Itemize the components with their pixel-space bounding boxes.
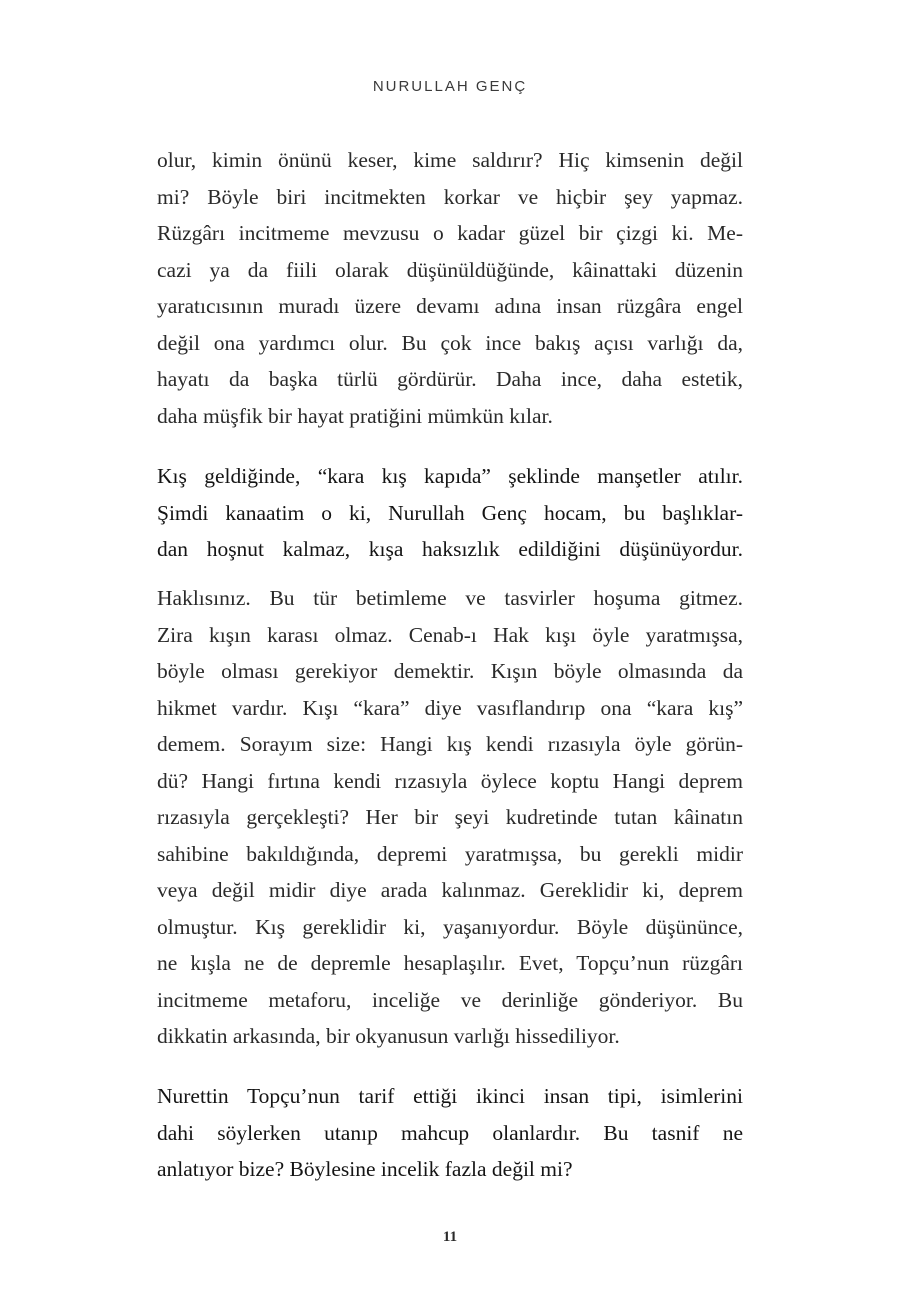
text-line: değil ona yardımcı olur. Bu çok ince bakış açısı varlığı da, bbox=[157, 330, 743, 355]
text-line: daha müşfik bir hayat pratiğini mümkün kılar. bbox=[157, 403, 553, 428]
text-line: dü? Hangi fırtına kendi rızasıyla öylece koptu Hangi deprem bbox=[157, 768, 743, 793]
text-line: böyle olması gerekiyor demektir. Kışın böyle olmasında da bbox=[157, 659, 743, 683]
text-line: olur, kimin önünü keser, kime saldırır? Hiç kimsenin değil bbox=[157, 148, 743, 172]
running-head: NURULLAH GENÇ bbox=[372, 78, 528, 95]
interview-question-2 bbox=[157, 1078, 743, 1188]
text-line: incitmeme metaforu, inceliğe ve derinliğe gönderiyor. Bu bbox=[157, 987, 743, 1012]
text-line: Rüzgârı incitmeme mevzusu o kadar güzel bir çizgi ki. Me- bbox=[157, 221, 743, 245]
text-line: hikmet vardır. Kışı “kara” diye vasıflandırıp ona “kara kış” bbox=[157, 695, 743, 720]
question-line: Nurettin Topçu’nun tarif ettiği ikinci insan tipi, isimlerini bbox=[157, 1084, 743, 1108]
question-line: dahi söylerken utanıp mahcup olanlardır. Bu tasnif ne bbox=[157, 1120, 743, 1145]
text-line: demem. Sorayım size: Hangi kış kendi rızasıyla öyle görün- bbox=[157, 732, 743, 756]
text-line: Haklısınız. Bu tür betimleme ve tasvirler hoşuma gitmez. bbox=[157, 586, 743, 610]
text-line: yaratıcısının muradı üzere devamı adına insan rüzgâra engel bbox=[157, 294, 743, 318]
text-line: mi? Böyle biri incitmekten korkar ve hiçbir şey yapmaz. bbox=[157, 184, 743, 209]
question-line: Şimdi kanaatim o ki, Nurullah Genç hocam, bu başlıklar- bbox=[157, 500, 743, 525]
text-line: hayatı da başka türlü gördürür. Daha ince, daha estetik, bbox=[157, 367, 743, 391]
interview-question-1 bbox=[157, 458, 743, 568]
text-line: cazi ya da fiili olarak düşünüldüğünde, kâinattaki düzenin bbox=[157, 257, 743, 282]
text-line: ne kışla ne de depremle hesaplaşılır. Evet, Topçu’nun rüzgârı bbox=[157, 951, 743, 975]
page-number: 11 bbox=[442, 1229, 458, 1245]
text-line: Zira kışın karası olmaz. Cenab-ı Hak kışı öyle yaratmışsa, bbox=[157, 622, 743, 647]
text-line: veya değil midir diye arada kalınmaz. Gereklidir ki, deprem bbox=[157, 878, 743, 902]
paragraph-answer-2 bbox=[157, 580, 743, 1055]
question-line: anlatıyor bize? Böylesine incelik fazla değil mi? bbox=[157, 1157, 573, 1181]
question-line: dan hoşnut kalmaz, kışa haksızlık edildiğini düşünüyordur. bbox=[157, 537, 743, 561]
text-line: dikkatin arkasında, bir okyanusun varlığı hissediliyor. bbox=[157, 1024, 620, 1048]
paragraph-answer-1 bbox=[157, 142, 743, 434]
text-line: olmuştur. Kış gereklidir ki, yaşanıyordur. Böyle düşününce, bbox=[157, 914, 743, 939]
question-line: Kış geldiğinde, “kara kış kapıda” şeklinde manşetler atılır. bbox=[157, 464, 743, 488]
text-line: rızasıyla gerçekleşti? Her bir şeyi kudretinde tutan kâinatın bbox=[157, 805, 743, 829]
text-line: sahibine bakıldığında, depremi yaratmışsa, bu gerekli midir bbox=[157, 841, 743, 866]
